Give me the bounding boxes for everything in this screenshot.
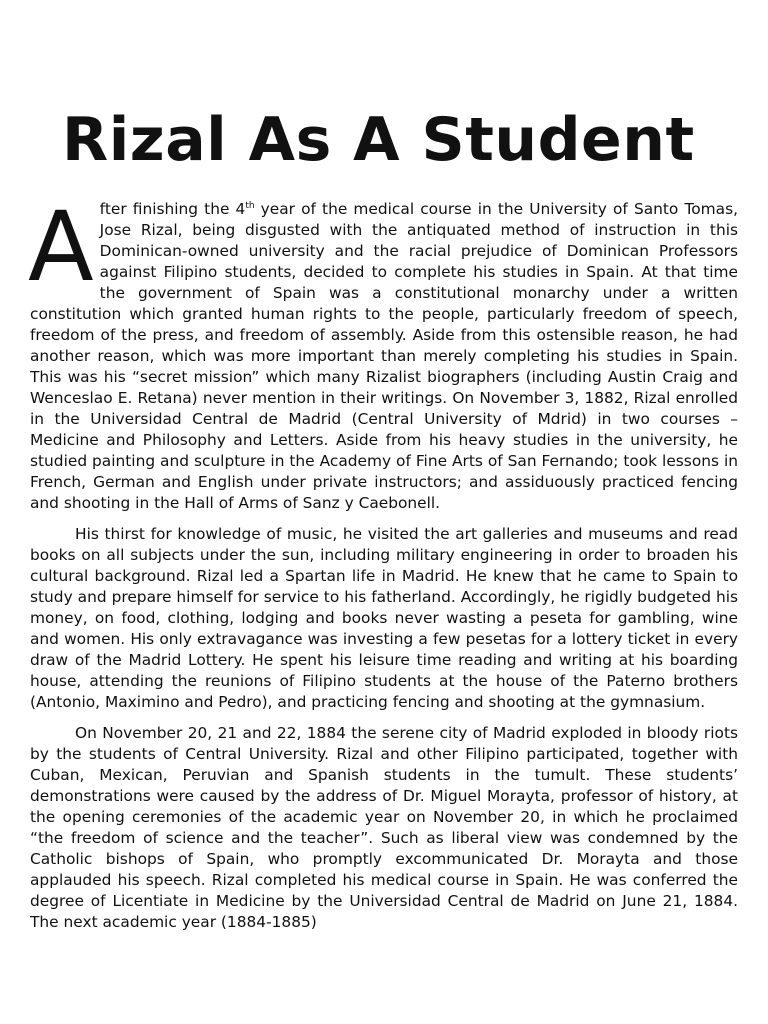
document-body xyxy=(28,191,738,933)
paragraph-2: His thirst for knowledge of music, he visited the art galleries and museums and read books on all subjects under the sun, including military engineering in order to broaden his cultural background. Rizal led a Spartan life in Madrid. He knew that he came to Spain to study and prepare himself for service to his fatherland. Accordingly, he rigidly budgeted his money, on food, clothing, lodging and books never wasting a peseta for gambling, wine and women. His only extravagance was investing a few pesetas for a lottery ticket in every draw of the Madrid Lottery. He spent his leisure time reading and writing at his boarding house, attending the reunions of Filipino students at the house of the Paterno brothers (Antonio, Maximino and Pedro), and practicing fencing and shooting at the gymnasium. xyxy=(30,525,738,711)
paragraph-1-text-a: fter finishing the 4 xyxy=(99,200,246,218)
paragraph-1-text-b: year of the medical course in the University of Santo Tomas, Jose Rizal, being disgusted with the antiquated method of instruction in this Dominican-owned university and the racial prejudice of Dominican Professors against Filipino students, decided to complete his studies in Spain. At that time the government of Spain was a constitutional monarchy under a written constitution which granted human rights to the people, particularly freedom of speech, freedom of the press, and freedom of assembly. Aside from this ostensible reason, he had another reason, which was more important than merely completing his studies in Spain. This was his “secret mission” which many Rizalist biographers (including Austin Craig and Wenceslao E. Retana) never mention in their writings. On November 3, 1882, Rizal enrolled in the Universidad Central de Madrid (Central University of Mdrid) in two courses – Medicine and Philosophy and Letters. Aside from his heavy studies in the university, he studied painting and sculpture in the Academy of Fine Arts of San Fernando; took lessons in French, German and English under private instructors; and assiduously practiced fencing and shooting in the Hall of Arms of Sanz y Caebonell. xyxy=(30,200,738,512)
document-page xyxy=(30,0,738,943)
page-title: Rizal As A Student xyxy=(62,105,695,175)
ordinal-suffix: th xyxy=(245,201,255,211)
paragraph-1 xyxy=(28,191,738,514)
paragraph-3: On November 20, 21 and 22, 1884 the serene city of Madrid exploded in bloody riots by the students of Central University. Rizal and other Filipino participated, together with Cuban, Mexican, Peruvian and Spanish students in the tumult. These students’ demonstrations were caused by the address of Dr. Miguel Morayta, professor of history, at the opening ceremonies of the academic year on November 20, in which he proclaimed “the freedom of science and the teacher”. Such as liberal view was condemned by the Catholic bishops of Spain, who promptly excommunicated Dr. Morayta and those applauded his speech. Rizal completed his medical course in Spain. He was conferred the degree of Licentiate in Medicine by the Universidad Central de Madrid on June 21, 1884. The next academic year (1884-1885) xyxy=(30,724,738,931)
drop-cap: A xyxy=(28,191,94,303)
